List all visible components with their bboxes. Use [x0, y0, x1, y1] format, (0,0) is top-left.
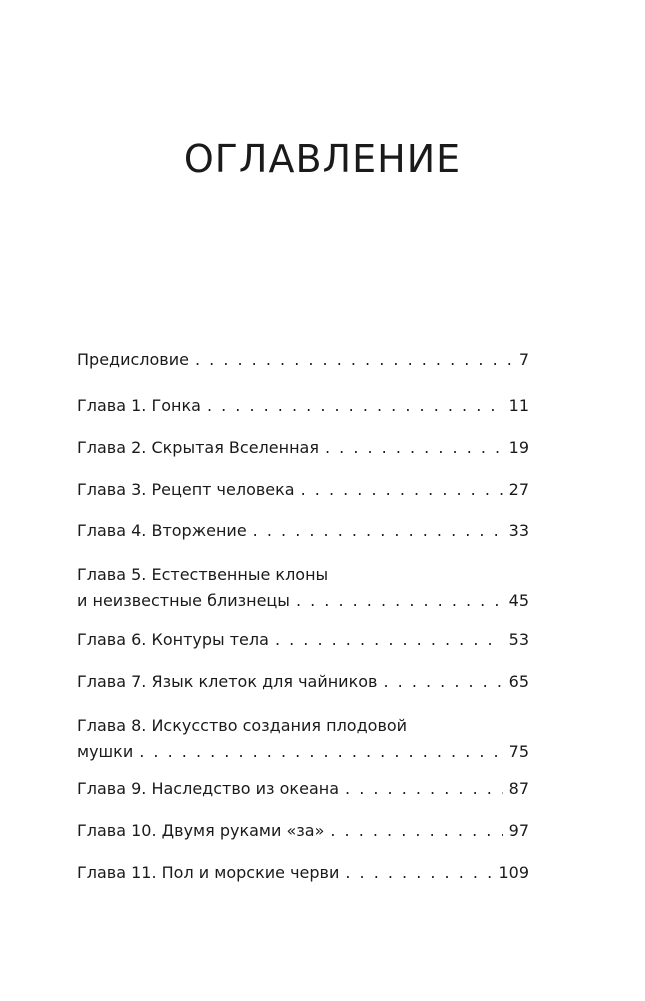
dot-leader — [139, 740, 502, 764]
toc-entry-title-continued: мушки — [77, 742, 134, 761]
toc-entry — [77, 394, 529, 418]
toc-entry-title: Глава 9. Наследство из океана — [77, 779, 340, 798]
toc-entry-title: Глава 7. Язык клеток для чайников — [77, 672, 378, 691]
toc-entry — [77, 628, 529, 652]
toc-entry-title: Глава 1. Гонка — [77, 396, 201, 415]
toc-entry — [77, 777, 529, 801]
dot-leader — [325, 436, 503, 460]
page-title: ОГЛАВЛЕНИЕ — [183, 137, 462, 181]
toc-entry-page: 45 — [508, 591, 529, 610]
toc-entry-title: Глава 11. Пол и морские черви — [77, 863, 340, 882]
toc-entry-page: 87 — [508, 779, 529, 798]
toc-entry — [77, 519, 529, 543]
toc-entry-page: 27 — [508, 480, 529, 499]
toc-entry — [77, 436, 529, 460]
toc-entry-page: 33 — [508, 521, 529, 540]
dot-leader — [345, 861, 492, 885]
toc-entry-title: Глава 3. Рецепт человека — [77, 480, 295, 499]
dot-leader — [345, 777, 503, 801]
toc-entry-title: Глава 2. Скрытая Вселенная — [77, 438, 319, 457]
toc-entry-page: 19 — [508, 438, 529, 457]
dot-leader — [383, 670, 502, 694]
toc-entry-page: 75 — [508, 742, 529, 761]
dot-leader — [207, 394, 503, 418]
toc-entry-page: 65 — [508, 672, 529, 691]
toc-entry — [77, 670, 529, 694]
toc-entry-title: Глава 8. Искусство создания плодовой — [77, 716, 408, 735]
dot-leader — [330, 819, 502, 843]
toc-entry-title: Глава 5. Естественные клоны — [77, 565, 329, 584]
toc-entry-page: 7 — [518, 350, 529, 369]
dot-leader — [296, 589, 503, 613]
toc-entry-page: 109 — [498, 863, 529, 882]
dot-leader — [301, 478, 503, 502]
toc-entry — [77, 861, 529, 885]
toc-entry-title: Глава 10. Двумя руками «за» — [77, 821, 325, 840]
toc-entry — [77, 563, 529, 613]
toc-entry-page: 11 — [508, 396, 529, 415]
toc-entry — [77, 478, 529, 502]
toc-entry-title: Глава 4. Вторжение — [77, 521, 247, 540]
toc-entry — [77, 819, 529, 843]
toc-entry-page: 97 — [508, 821, 529, 840]
dot-leader — [253, 519, 503, 543]
toc-entry — [77, 348, 529, 372]
toc-entry — [77, 714, 529, 764]
dot-leader — [195, 348, 513, 372]
toc-entry-page: 53 — [508, 630, 529, 649]
toc-entry-title-continued: и неизвестные близнецы — [77, 591, 290, 610]
dot-leader — [275, 628, 503, 652]
toc-entry-title: Глава 6. Контуры тела — [77, 630, 269, 649]
toc-entry-title: Предисловие — [77, 350, 189, 369]
